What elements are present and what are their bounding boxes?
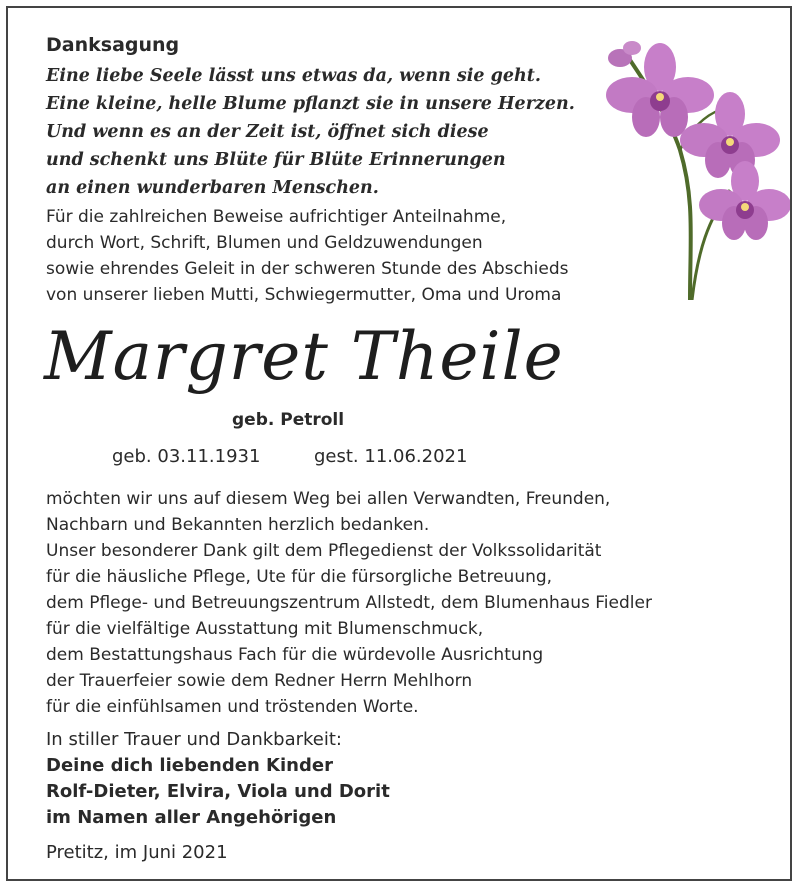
intro-line: sowie ehrendes Geleit in der schweren Stunde des Abschieds <box>46 259 569 279</box>
thanks-line: Nachbarn und Bekannten herzlich bedanken. <box>46 515 430 535</box>
signer-line: im Namen aller Angehörigen <box>46 807 337 828</box>
intro-line: Für die zahlreichen Beweise aufrichtiger Anteilnahme, <box>46 207 507 227</box>
poem-line: an einen wunderbaren Menschen. <box>46 178 379 198</box>
poem-line: Eine kleine, helle Blume pflanzt sie in unsere Herzen. <box>46 94 575 114</box>
death-date: gest. 11.06.2021 <box>314 446 468 467</box>
thanks-line: für die vielfältige Ausstattung mit Blumenschmuck, <box>46 619 484 639</box>
birth-date: geb. 03.11.1931 <box>112 446 261 467</box>
thanks-line: dem Bestattungshaus Fach für die würdevolle Ausrichtung <box>46 645 544 665</box>
closing-intro: In stiller Trauer und Dankbarkeit: <box>46 729 342 750</box>
poem-line: Und wenn es an der Zeit ist, öffnet sich diese <box>46 122 489 142</box>
deceased-name: Margret Theile <box>44 318 564 395</box>
poem-line: Eine liebe Seele lässt uns etwas da, wenn sie geht. <box>46 66 541 86</box>
place-date: Pretitz, im Juni 2021 <box>46 842 228 863</box>
orchid-icon <box>540 20 790 300</box>
thanks-line: für die einfühlsamen und tröstenden Worte. <box>46 697 419 717</box>
thanks-line: möchten wir uns auf diesem Weg bei allen Verwandten, Freunden, <box>46 489 611 509</box>
intro-line: durch Wort, Schrift, Blumen und Geldzuwendungen <box>46 233 483 253</box>
notice-title: Danksagung <box>46 34 180 56</box>
thanks-line: für die häusliche Pflege, Ute für die fürsorgliche Betreuung, <box>46 567 553 587</box>
signer-line: Deine dich liebenden Kinder <box>46 755 333 776</box>
poem-line: und schenkt uns Blüte für Blüte Erinnerungen <box>46 150 506 170</box>
thanks-line: Unser besonderer Dank gilt dem Pflegedienst der Volkssolidarität <box>46 541 602 561</box>
signer-line: Rolf-Dieter, Elvira, Viola und Dorit <box>46 781 390 802</box>
intro-line: von unserer lieben Mutti, Schwiegermutter, Oma und Uroma <box>46 285 562 305</box>
thanks-line: der Trauerfeier sowie dem Redner Herrn Mehlhorn <box>46 671 473 691</box>
birth-name: geb. Petroll <box>232 410 345 430</box>
thanks-line: dem Pflege- und Betreuungszentrum Allstedt, dem Blumenhaus Fiedler <box>46 593 652 613</box>
